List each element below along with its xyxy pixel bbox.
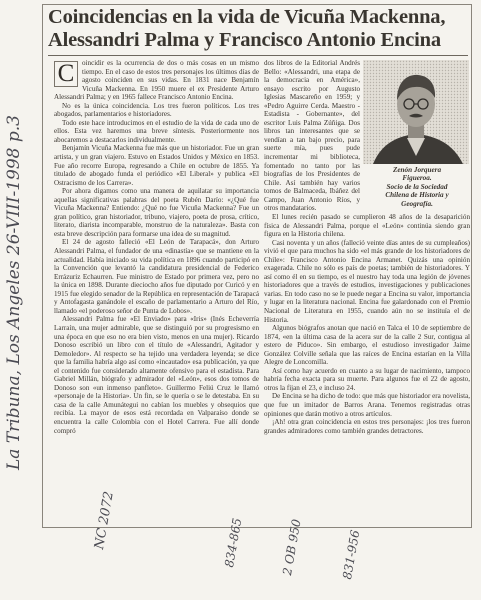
article-column-1 (54, 59, 259, 435)
paragraph: Todo este hace introducimos en el estudio de la vida de cada uno de ellos. Esta vez haremos una breve síntesis. Posteriormente nos abocaremos a destacarlos individualmente. (54, 118, 259, 144)
handwritten-code-c: 831-956 (340, 528, 363, 581)
paragraph: oincidir es la ocurrencia de dos o más cosas en un mismo tiempo. En el caso de estos tres personajes los últimos días de agosto coinciden en sus vidas. En 1831 nace Benjamín Vicuña Mackenna. En 1950 muere el ex Presidente Arturo Alessandri Palma; y en 1965 fallece Francisco Antonio Encina. (54, 59, 259, 102)
drop-cap: C (54, 61, 78, 87)
article-column-2 (264, 213, 470, 435)
paragraph: ¡Ah! otra gran coincidencia en estos tres personajes: ¡los tres fueron grandes admiradores como también grandes detractores. (264, 418, 470, 435)
handwritten-source-note: La Tribuna, Los Angeles 26-VIII-1998 p.3 (4, 115, 24, 470)
handwritten-code-a: 834-865 (222, 516, 245, 569)
paragraph: De Encina se ha dicho de todo: que más que historiador era novelista, que fue un imitador de Barros Arana. Tenemos registradas otras opiniones que darán motivo a otros artículos. (264, 392, 470, 418)
paragraph: Así como hay acuerdo en cuanto a su lugar de nacimiento, tampoco habría fecha exacta para su muerte. Para algunos fue el 22 de agosto, otros la fijan el 23, e incluso 24. (264, 366, 470, 392)
author-portrait-image (363, 60, 469, 164)
handwritten-code-nc: NC 2072 (92, 490, 117, 551)
caption-line: Chilena de Historia y (385, 191, 449, 200)
paragraph: dos libros de la Editorial Andrés Bello: «Alessandri, una etapa de la democracia en América», ensayo escrito por Augusto Iglesias Mascareño en 1959; y «Pedro Aguirre Cerda. Maestro - Estadista - Gobernante», del escritor Luis Palma Zúñiga. Dos libros tan interesantes que se vendían a tan bajo precio, para suerte mía, pues pude incrementar mi biblioteca, fomentado no tanto por las biografías de los Presidentes de Chile. Así también hay varios tomos de Balmaceda, Ibáñez del Campo, Juan Antonio Ríos, y otros mandatarios. (264, 59, 360, 213)
caption-line: Geografía. (401, 199, 433, 208)
handwritten-code-b: 2 OB 950 (280, 518, 304, 577)
paragraph: Casi noventa y un años (falleció veinte días antes de su cumpleaños) vivió el que para muchos ha sido «el más grande de los historiadores de Chile»: Francisco Antonio Encina Armanet. Quizás una opinión exagerada. Chile no sólo es país de poetas; también de historiadores. Y así como él en su tiempo, es el nuestro hay toda una legión de jóvenes historiadores que a través de estudios, investigaciones y publicaciones varias. En todo caso no se le puede negar a Encina su valor, importancia y lugar en la literatura nacional. Encina fue galardonado con el Premio Nacional de Literatura en 1955, cuando aún no se instituía el de Historia. (264, 238, 470, 324)
paragraph: Alessandri Palma fue «El Enviado» para «Iris» (Inés Echeverría Larraín, una mujer admirable, que se distinguió por su progresismo en una época en que eso no era bien visto, menos en una mujer). Ricardo Donoso escribió un libro con el título de «Alessandri, Agitador y Demoledor». Al respecto se ha tejido una verdadera leyenda; se dice que la familia habría algo así como «incautado» esa publicación, ya que el contenido fue considerado altamente ofensivo para el estadista. Para Gabriel Millán, biógrafo y admirador del «León», esos dos tomos de Donoso son «un inmenso panfleto». Guillermo Feliú Cruz le llamó «personaje de la Historia». Un fin, se le quería o se le detestaba. En su casa de la calle Amunátegui no cabían los muebles y obsequios que recibía. La mayor de esos está recordada en Valparaíso donde se encuentra la calle Colombia con el Hotel Carrera. Fue allí donde compró (54, 315, 259, 435)
paragraph: El lunes recién pasado se cumplieron 48 años de la desaparición física de Alessandri Palma, porque el «León» continúa siendo gran figura en la Historia chilena. (264, 213, 470, 239)
paragraph: Algunos biógrafos anotan que nació en Talca el 10 de septiembre de 1874, «en la última casa de la acera sur de la calle 2 Sur, contigua al estero de Piduco». Sin embargo, el estudioso investigador Jaime González Colville señala que las raíces de Encina estarían en la Villa Alegre de Loncomilla. (264, 324, 470, 367)
photo-caption (362, 166, 472, 208)
paragraph: No es la única coincidencia. Los tres fueron políticos. Los tres abogados, parlamentarios e historiadores. (54, 101, 259, 119)
article-column-2-top (264, 59, 360, 213)
article-headline: Coincidencias en la vida de Vicuña Mackenna, Alessandri Palma y Francisco Antonio Encina (48, 6, 446, 51)
headline-rule (48, 55, 468, 56)
paragraph: El 24 de agosto falleció «El León de Tarapacá», don Arturo Alessandri Palma, el fundador de una «dinastía» que se mantiene en la actualidad. Había iniciado su vida política en 1896 cuando participó en la Convención que levantó la candidatura presidencial de Federico Errázuriz Echaurren. Fue ministro de Estado por primera vez, pero no la única en 1898. Durante dieciocho años fue diputado por Curicó y en 1915 fue elegido senador de la República en representación de Tarapacá y Antofagasta ganándole el escaño de parlamentario a Arturo del Río, llamado «el poderoso señor de Punta de Lobos». (54, 238, 259, 315)
paragraph: Por ahora digamos como una manera de aquilatar su importancia aquellas significativas palabras del poeta Rubén Darío: «¿Qué fue Vicuña Mackenna? Entiendo: ¿Qué no fue Vicuña Mackenna? Fue un gran político, gran historiador, tribuno, viajero, poeta de prosa, crítico, literato, diarista incomparable, monstruo de la naturaleza». Basta con esta breve descripción para formarse una idea de su magnitud. (54, 187, 259, 238)
caption-line: Socio de la Sociedad (386, 182, 448, 191)
author-photo (363, 60, 469, 164)
caption-line: Figueroa. (402, 174, 432, 183)
caption-line: Zenón Jorquera (392, 166, 442, 174)
paragraph: Benjamín Vicuña Mackenna fue más que un historiador. Fue un gran artista, y un gran viajero. Estuvo en Estados Unidos y México en 1853. Fue año recorre Europa, regresando a Chile en octubre de 1855. Ya titulado de abogado funda el periódico «El Liberal» y publica «El Ostracismo de los Carrera». (54, 144, 259, 187)
